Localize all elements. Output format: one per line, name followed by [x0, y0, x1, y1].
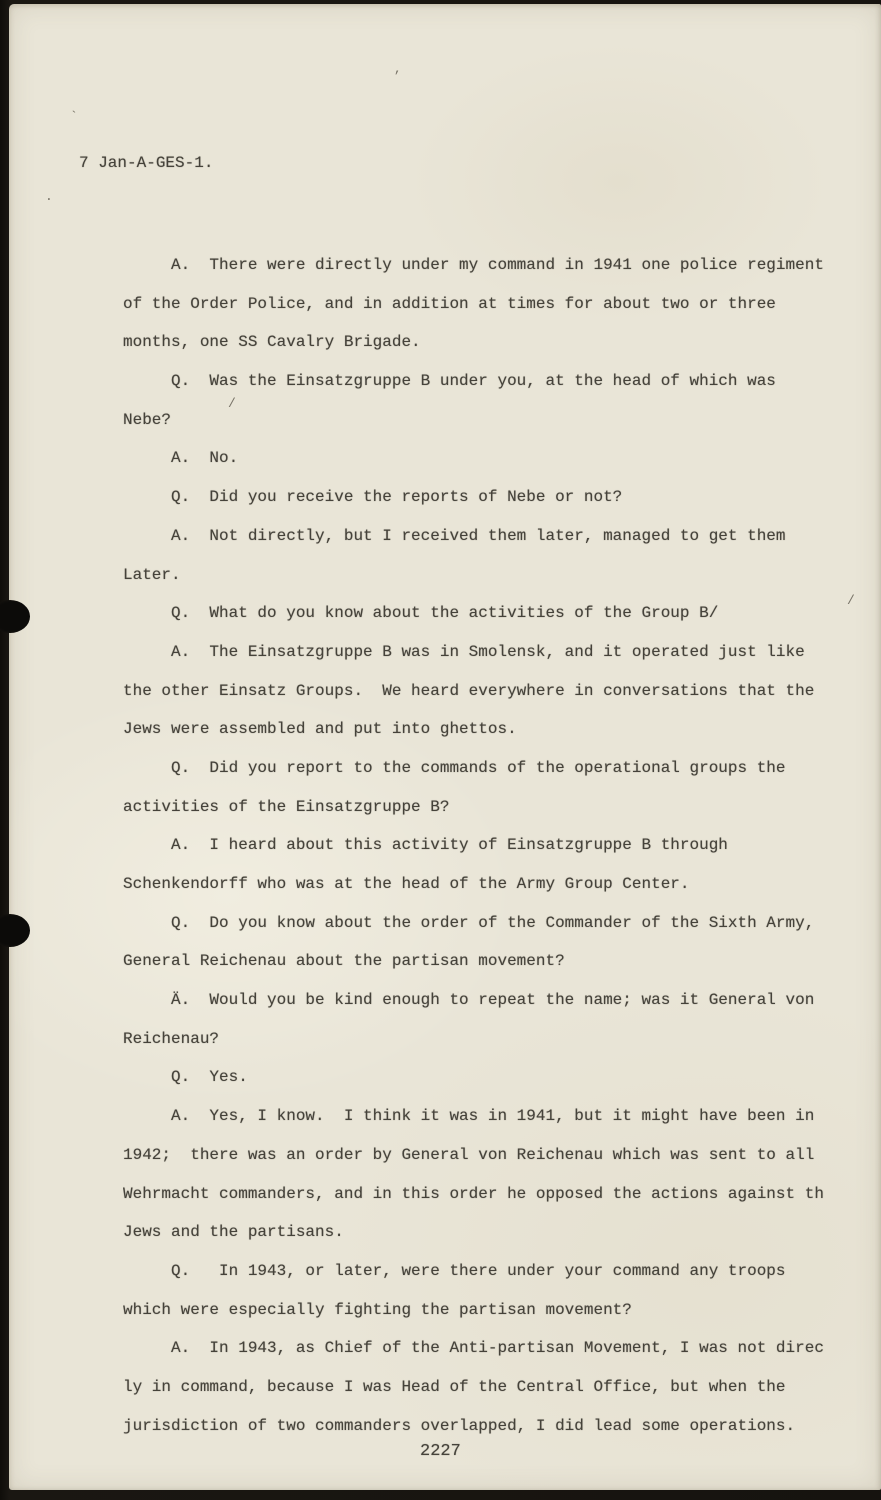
- transcript-line: Q. Was the Einsatzgruppe B under you, at the head of which was: [123, 372, 776, 391]
- transcript-line: A. Yes, I know. I think it was in 1941, but it might have been in: [123, 1107, 815, 1126]
- transcript-line: Nebe?: [123, 410, 172, 429]
- transcript-line: A. In 1943, as Chief of the Anti-partisan Movement, I was not direc: [123, 1339, 824, 1358]
- transcript-line: activities of the Einsatzgruppe B?: [123, 797, 450, 816]
- transcript-line: Jews and the partisans.: [123, 1223, 344, 1242]
- transcript-line: A. There were directly under my command in 1941 one police regiment: [123, 256, 824, 274]
- scan-speck: `: [70, 109, 78, 124]
- transcript-line: ly in command, because I was Head of the Central Office, but when the: [123, 1377, 786, 1396]
- transcript-line: Q. Did you receive the reports of Nebe or not?: [123, 488, 623, 507]
- transcript-line: jurisdiction of two commanders overlapped, I did lead some operations.: [123, 1416, 796, 1435]
- transcript-line: A. Not directly, but I received them later, managed to get them: [123, 526, 786, 545]
- transcript-line: A. No.: [123, 449, 239, 468]
- transcript-line: Jews were assembled and put into ghettos.: [123, 720, 517, 739]
- transcript-line: Reichenau?: [123, 1029, 220, 1048]
- transcript-line: Q. Do you know about the order of the Commander of the Sixth Army,: [123, 913, 815, 932]
- transcript-line: the other Einsatz Groups. We heard everywhere in conversations that the: [123, 681, 815, 700]
- scan-speck: ’: [393, 69, 401, 84]
- transcript-line: Q. In 1943, or later, were there under your command any troops: [123, 1261, 786, 1280]
- transcript-line: Later.: [123, 565, 181, 584]
- paper-sheet: [9, 4, 881, 1490]
- transcript-line: A. I heard about this activity of Einsatzgruppe B through: [123, 836, 728, 855]
- document-header: 7 Jan-A-GES-1.: [79, 154, 214, 172]
- transcript-line: Q. Yes.: [123, 1068, 248, 1087]
- transcript-line: Wehrmacht commanders, and in this order he opposed the actions against th: [123, 1184, 824, 1203]
- transcript-line: 1942; there was an order by General von Reichenau which was sent to all: [123, 1145, 815, 1164]
- transcript-line: months, one SS Cavalry Brigade.: [123, 333, 421, 352]
- transcript-line: A. The Einsatzgruppe B was in Smolensk, and it operated just like: [123, 642, 805, 661]
- transcript-line: which were especially fighting the partisan movement?: [123, 1300, 632, 1319]
- transcript-line: Ä. Would you be kind enough to repeat the name; was it General von: [123, 991, 815, 1010]
- transcript-line: General Reichenau about the partisan movement?: [123, 952, 565, 971]
- transcript-line: of the Order Police, and in addition at times for about two or three: [123, 294, 776, 313]
- page-number: 2227: [420, 1442, 461, 1461]
- scan-speck: .: [45, 189, 53, 204]
- scan-speck: /: [847, 593, 855, 608]
- transcript-line: Q. Did you report to the commands of the operational groups the: [123, 758, 786, 777]
- transcript-line: Schenkendorff who was at the head of the Army Group Center.: [123, 875, 690, 893]
- transcript-line: Q. What do you know about the activities of the Group B/: [123, 604, 719, 623]
- transcript-block: [123, 246, 881, 1445]
- scan-speck: /: [228, 396, 236, 411]
